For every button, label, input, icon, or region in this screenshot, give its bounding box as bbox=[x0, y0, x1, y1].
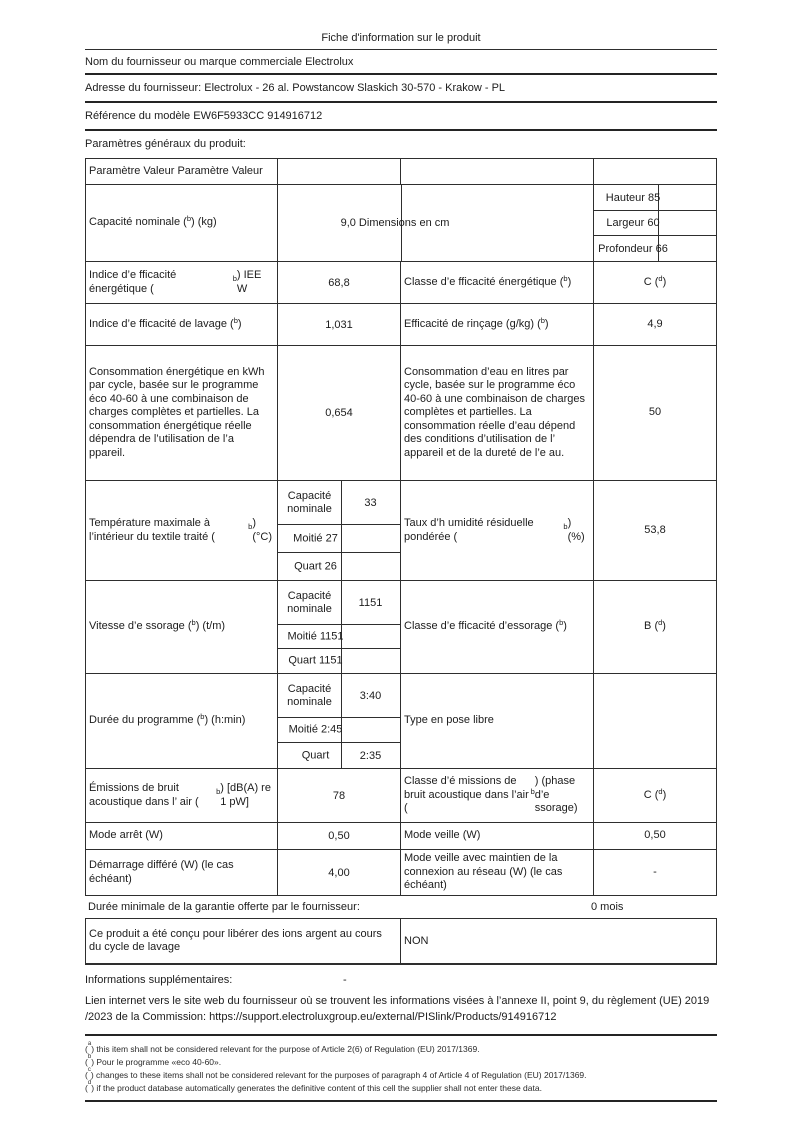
sheet-content bbox=[85, 0, 717, 1102]
footnote-b: ($^b$) Pour le programme «eco 40-60». bbox=[85, 1054, 222, 1067]
dimension-width-text: Largeur 60 bbox=[606, 217, 660, 229]
consumption-row bbox=[85, 346, 717, 481]
footnote-c: ($^c$) changes to these items shall not be considered relevant for the purposes of paragraph 4 of Article 4 of Regulation (EU) 2017/1369. bbox=[85, 1067, 587, 1080]
warranty-row bbox=[85, 896, 717, 919]
duration-quarter-label: Quart bbox=[301, 749, 330, 761]
duration-quarter-value: 2:35 bbox=[359, 749, 382, 762]
off-mode-value: 0,50 bbox=[277, 823, 400, 849]
table-header-row bbox=[85, 159, 717, 185]
additional-info-label: Informations supplémentaires: bbox=[85, 974, 233, 986]
temperature-rated-value: 33 bbox=[364, 496, 377, 509]
footnote-a: ($^a$) this item shall not be considered relevant for the purpose of Article 2(6) of Regulation (EU) 2017/1369. bbox=[85, 1041, 480, 1054]
temperature-rated-label: Capacité nominale bbox=[287, 489, 332, 515]
duration-rated-label: Capacité nominale bbox=[287, 682, 332, 708]
duration-quarter-row bbox=[278, 743, 400, 768]
temperature-quarter-label: Quart 26 bbox=[294, 560, 337, 572]
supplier-name-row bbox=[85, 50, 717, 75]
max-temperature-row bbox=[85, 481, 717, 581]
programme-duration-label: Durée du programme ( $^b$ ) (h:min) bbox=[89, 712, 246, 727]
spin-quarter-row bbox=[278, 649, 400, 673]
spin-quarter-label: Quart 1151 bbox=[288, 654, 343, 667]
residual-humidity-label: Taux d’h umidité résiduelle pondérée ( $^b$ ) (%) bbox=[400, 481, 593, 580]
noise-emission-label: Émissions de bruit acoustique dans l’ air ( $^b$ ) [dB(A) re 1 pW] bbox=[89, 782, 271, 808]
general-parameters-heading: Paramètres généraux du produit: bbox=[85, 138, 246, 150]
model-reference-row bbox=[85, 103, 717, 131]
temperature-half-label: Moitié 27 bbox=[293, 532, 338, 544]
table-header-empty bbox=[277, 159, 400, 184]
spin-speed-row bbox=[85, 581, 717, 674]
programme-duration-row bbox=[85, 674, 717, 769]
silver-ions-value: NON bbox=[400, 919, 716, 963]
off-mode-row bbox=[85, 823, 717, 850]
duration-half-label: Moitié 2:45 bbox=[288, 723, 343, 736]
dimension-row-width bbox=[594, 211, 716, 236]
parameters-table bbox=[85, 158, 717, 965]
installation-type-label: Type en pose libre bbox=[400, 674, 593, 768]
supplier-name-text: Nom du fournisseur ou marque commerciale Electrolux bbox=[85, 55, 354, 68]
footnotes bbox=[85, 1036, 717, 1095]
networked-standby-value: - bbox=[593, 850, 716, 895]
duration-rated-row bbox=[278, 674, 400, 718]
additional-info-value: - bbox=[343, 974, 347, 986]
duration-rated-value: 3:40 bbox=[359, 689, 382, 702]
energy-class-label: Classe d’e fficacité énergétique ( $^b$ ) bbox=[400, 262, 593, 303]
delayed-start-label: Démarrage différé (W) (le cas échéant) bbox=[89, 859, 234, 885]
model-reference-text: Référence du modèle EW6F5933CC 914916712 bbox=[85, 110, 323, 122]
capacity-value-cell bbox=[277, 185, 593, 261]
temperature-half-row bbox=[278, 525, 400, 553]
warranty-value: 0 mois bbox=[591, 901, 624, 913]
washing-index-label: Indice d’e fficacité de lavage ( $^b$ ) bbox=[89, 315, 242, 330]
spin-rated-label: Capacité nominale bbox=[287, 589, 332, 615]
dimensions-subtable bbox=[593, 185, 716, 261]
spin-speed-label: Vitesse d’e ssorage ( $^b$ ) (t/m) bbox=[89, 618, 226, 633]
page-title: Fiche d'information sur le produit bbox=[85, 0, 717, 50]
max-temperature-label: Température maximale à l’intérieur du textile traité ( $^b$ ) (°C) bbox=[89, 517, 273, 543]
residual-humidity-value: 53,8 bbox=[593, 481, 716, 580]
spin-class-value: B ( $^d$ ) bbox=[593, 581, 716, 673]
dimension-row-depth bbox=[594, 236, 716, 261]
spin-half-label: Moitié 1151 bbox=[287, 630, 344, 642]
energy-class-value: C ( $^d$ ) bbox=[593, 262, 716, 303]
capacity-dimensions-row bbox=[85, 185, 717, 262]
washing-index-value: 1,031 bbox=[277, 304, 400, 345]
footnote-d: ($^d$) if the product database automatically generates the definitive content of this cell the supplier shall not enter these data. bbox=[85, 1080, 542, 1093]
installation-type-value bbox=[593, 674, 716, 768]
noise-class-value: C ( $^d$ ) bbox=[593, 769, 716, 822]
noise-emission-value: 78 bbox=[277, 769, 400, 822]
temperature-subtable bbox=[277, 481, 400, 580]
spin-rated-row bbox=[278, 581, 400, 625]
energy-index-value: 68,8 bbox=[277, 262, 400, 303]
additional-info-row bbox=[85, 965, 717, 991]
duration-half-row bbox=[278, 718, 400, 743]
capacity-dimensions-text: 9,0 Dimensions en cm bbox=[340, 217, 450, 229]
dimension-depth-text: Profondeur 66 bbox=[598, 242, 668, 255]
rinsing-efficiency-value: 4,9 bbox=[593, 304, 716, 345]
noise-class-label: Classe d’é missions de bruit acoustique dans l’air ( $^b$ ) (phase d’e ssorage) bbox=[400, 769, 593, 822]
washing-efficiency-row bbox=[85, 304, 717, 346]
energy-index-label: Indice d’e fficacité énergétique ( $^b$ ) IEE W bbox=[89, 269, 262, 295]
dimension-height-text: Hauteur 85 bbox=[605, 191, 661, 204]
warranty-label: Durée minimale de la garantie offerte par le fournisseur: bbox=[88, 901, 360, 913]
silver-ions-row bbox=[85, 919, 717, 965]
energy-consumption-value: 0,654 bbox=[277, 346, 400, 480]
water-consumption-label: Consommation d’eau en litres par cycle, basée sur le programme éco 40-60 à une combinaison de charges complètes et partielles. La consommation réelle d’eau dépend des conditions d’utilisation de l’ appareil et de la dureté de l’e au. bbox=[400, 346, 593, 480]
supplier-address-row bbox=[85, 75, 717, 103]
standby-mode-value: 0,50 bbox=[593, 823, 716, 849]
off-mode-label: Mode arrêt (W) bbox=[89, 829, 163, 842]
water-consumption-value: 50 bbox=[593, 346, 716, 480]
supplier-website-link-text: Lien internet vers le site web du fournisseur où se trouvent les informations visées à l’annexe II, point 9, du règlement (UE) 2019 /2023 de la Commission: https://support.electroluxgroup.eu/external/PISlink/Products/914916712 bbox=[85, 995, 710, 1023]
dimension-row-height bbox=[594, 185, 716, 211]
standby-mode-label: Mode veille (W) bbox=[400, 823, 593, 849]
supplier-address-text: Adresse du fournisseur: Electrolux - 26 al. Powstancow Slaskich 30-570 - Krakow - PL bbox=[85, 82, 506, 94]
table-header-empty bbox=[593, 159, 716, 184]
networked-standby-label: Mode veille avec maintien de la connexion au réseau (W) (le cas échéant) bbox=[400, 850, 593, 895]
spin-rated-value: 1151 bbox=[358, 596, 383, 609]
energy-consumption-label: Consommation énergétique en kWh par cycle, basée sur le programme éco 40-60 à une combinaison de charges complètes et partielles. La consommation énergétique réelle dépendra de l’utilisation de l’a ppareil. bbox=[89, 365, 265, 459]
spin-half-row bbox=[278, 625, 400, 649]
spin-class-label: Classe d’e fficacité d’essorage ( $^b$ ) bbox=[400, 581, 593, 673]
spin-subtable bbox=[277, 581, 400, 673]
delayed-start-value: 4,00 bbox=[277, 850, 400, 895]
separator-line bbox=[85, 1100, 717, 1102]
energy-index-row bbox=[85, 262, 717, 304]
duration-subtable bbox=[277, 674, 400, 768]
temperature-rated-row bbox=[278, 481, 400, 525]
temperature-quarter-row bbox=[278, 553, 400, 580]
table-header-empty bbox=[400, 159, 593, 184]
table-header-cell: Paramètre Valeur Paramètre Valeur bbox=[89, 164, 263, 177]
delayed-start-row bbox=[85, 850, 717, 896]
silver-ions-label: Ce produit a été conçu pour libérer des ions argent au cours du cycle de lavage bbox=[89, 927, 382, 953]
capacity-label: Capacité nominale ( $^b$ ) (kg) bbox=[89, 214, 217, 229]
rinsing-efficiency-label: Efficacité de rinçage (g/kg) ( $^b$ ) bbox=[400, 304, 593, 345]
noise-row bbox=[85, 769, 717, 823]
